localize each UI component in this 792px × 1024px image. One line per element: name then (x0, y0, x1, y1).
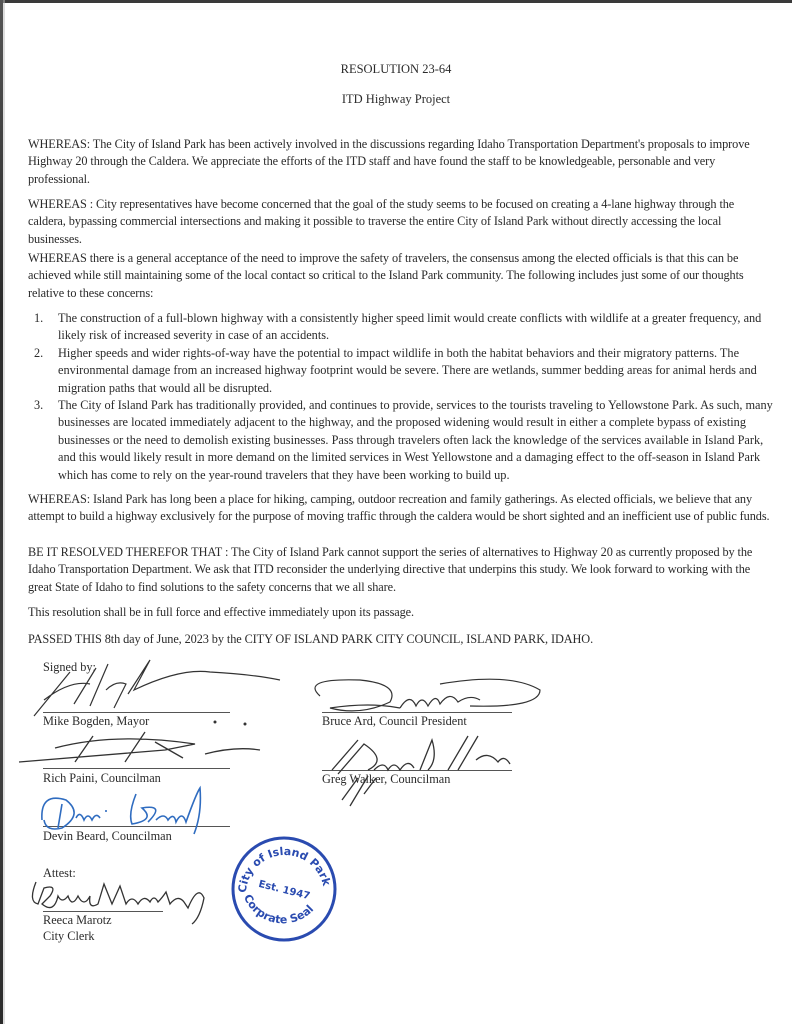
signer-beard: Devin Beard, Councilman (43, 829, 172, 843)
signature-line (43, 768, 230, 769)
concern-item (28, 397, 773, 484)
paini-signature (15, 728, 265, 768)
seal-bottom-text: Corprate Seal (240, 892, 317, 927)
signed-by-label: Signed by: (43, 660, 96, 674)
whereas-paragraph-1: WHEREAS: The City of Island Park has been actively involved in the discussions regarding Idaho Transportation Department's proposals to improve Highway 20 through the Caldera. We appreciate the efforts of the ITD staff and have found the staff to be knowledgeable, personable and very professional. (28, 137, 750, 186)
clerk-title: City Clerk (43, 929, 95, 943)
scan-left-shadow (3, 0, 5, 1024)
effective-paragraph: This resolution shall be in full force and effective immediately upon its passage. (28, 605, 414, 619)
whereas-paragraph-2: WHEREAS : City representatives have become concerned that the goal of the study seems to be focused on creating a 4-lane highway through the caldera, bypassing commercial intersections and making it possible to traverse the entire City of Island Park without directly accessing the local businesses. (28, 197, 735, 246)
concern-item (28, 310, 773, 345)
seal-center-text: Est. 1947 (257, 878, 312, 903)
corporate-seal (228, 833, 338, 943)
signer-paini: Rich Paini, Councilman (43, 771, 161, 785)
walker-signature (328, 730, 518, 810)
resolved-paragraph: BE IT RESOLVED THEREFOR THAT : The City of Island Park cannot support the series of alternatives to Highway 20 as currently proposed by the Idaho Transportation Department. We ask that ITD reconsider the underlying directive that underpins this study. We look forward to working with the great State of Idaho to find solutions to the safety concerns that we all share. (28, 545, 753, 594)
signer-mayor: Mike Bogden, Mayor (43, 714, 150, 728)
whereas-paragraph-4: WHEREAS: Island Park has long been a place for hiking, camping, outdoor recreation and family gatherings. As elected officials, we believe that any attempt to build a highway exclusively for the purpose of moving traffic through the caldera would be short sighted and an inefficient use of public funds. (28, 492, 770, 524)
concerns-list (28, 310, 773, 484)
scan-top-edge (0, 0, 792, 3)
whereas-paragraph-3: WHEREAS there is a general acceptance of the need to improve the safety of travelers, the consensus among the elected officials is that this can be achieved while still maintaining some of the local contact so critical to the Island Park community. The following includes just some of our thoughts relative to these concerns: (28, 251, 744, 300)
concern-text: The City of Island Park has traditionally provided, and continues to provide, services to the tourists traveling to Yellowstone Park. As such, many businesses are located immediately adjacent to the highway, and the proposed widening would result in either a complete bypass of existing businesses or the need to demolish existing businesses. Pass through travelers often lack the knowledge of the services available in Island Park, and this would likely result in more demand on the limited services in West Yellowstone and a damaging effect to the off-season in Island Park which has come to rely on the year-round travelers that they have been working to build up. (58, 398, 773, 482)
beard-signature (36, 784, 216, 840)
seal-top-text: City of Island Park (235, 844, 334, 894)
resolution-title: RESOLUTION 23-64 (340, 62, 452, 76)
concern-number: 2. (34, 345, 44, 360)
resolution-subtitle: ITD Highway Project (341, 92, 451, 106)
concern-item (28, 345, 773, 397)
concern-number: 1. (34, 311, 44, 325)
signer-ard: Bruce Ard, Council President (322, 714, 467, 728)
concern-text: The construction of a full-blown highway with a consistently higher speed limit would create conflicts with wildlife at a greater frequency, and likely risk of increased severity in case of an accidents. (58, 311, 762, 343)
concern-text: Higher speeds and wider rights-of-way have the potential to impact wildlife in both the habitat behaviors and their migratory patterns. The environmental damage from an increased highway footprint would be severe. There are wetlands, summer bedding areas for animal herds and migration paths that would all be disrupted. (58, 345, 757, 395)
ard-signature (300, 672, 560, 722)
signer-walker: Greg Walker, Councilman (322, 772, 451, 786)
clerk-name: Reeca Marotz (43, 913, 112, 927)
attest-label: Attest: (43, 866, 76, 880)
passed-paragraph: PASSED THIS 8th day of June, 2023 by the CITY OF ISLAND PARK CITY COUNCIL, ISLAND PARK, IDAHO. (28, 632, 594, 646)
mayor-signature (30, 650, 290, 730)
concern-number: 3. (34, 398, 44, 413)
clerk-signature (28, 874, 218, 928)
